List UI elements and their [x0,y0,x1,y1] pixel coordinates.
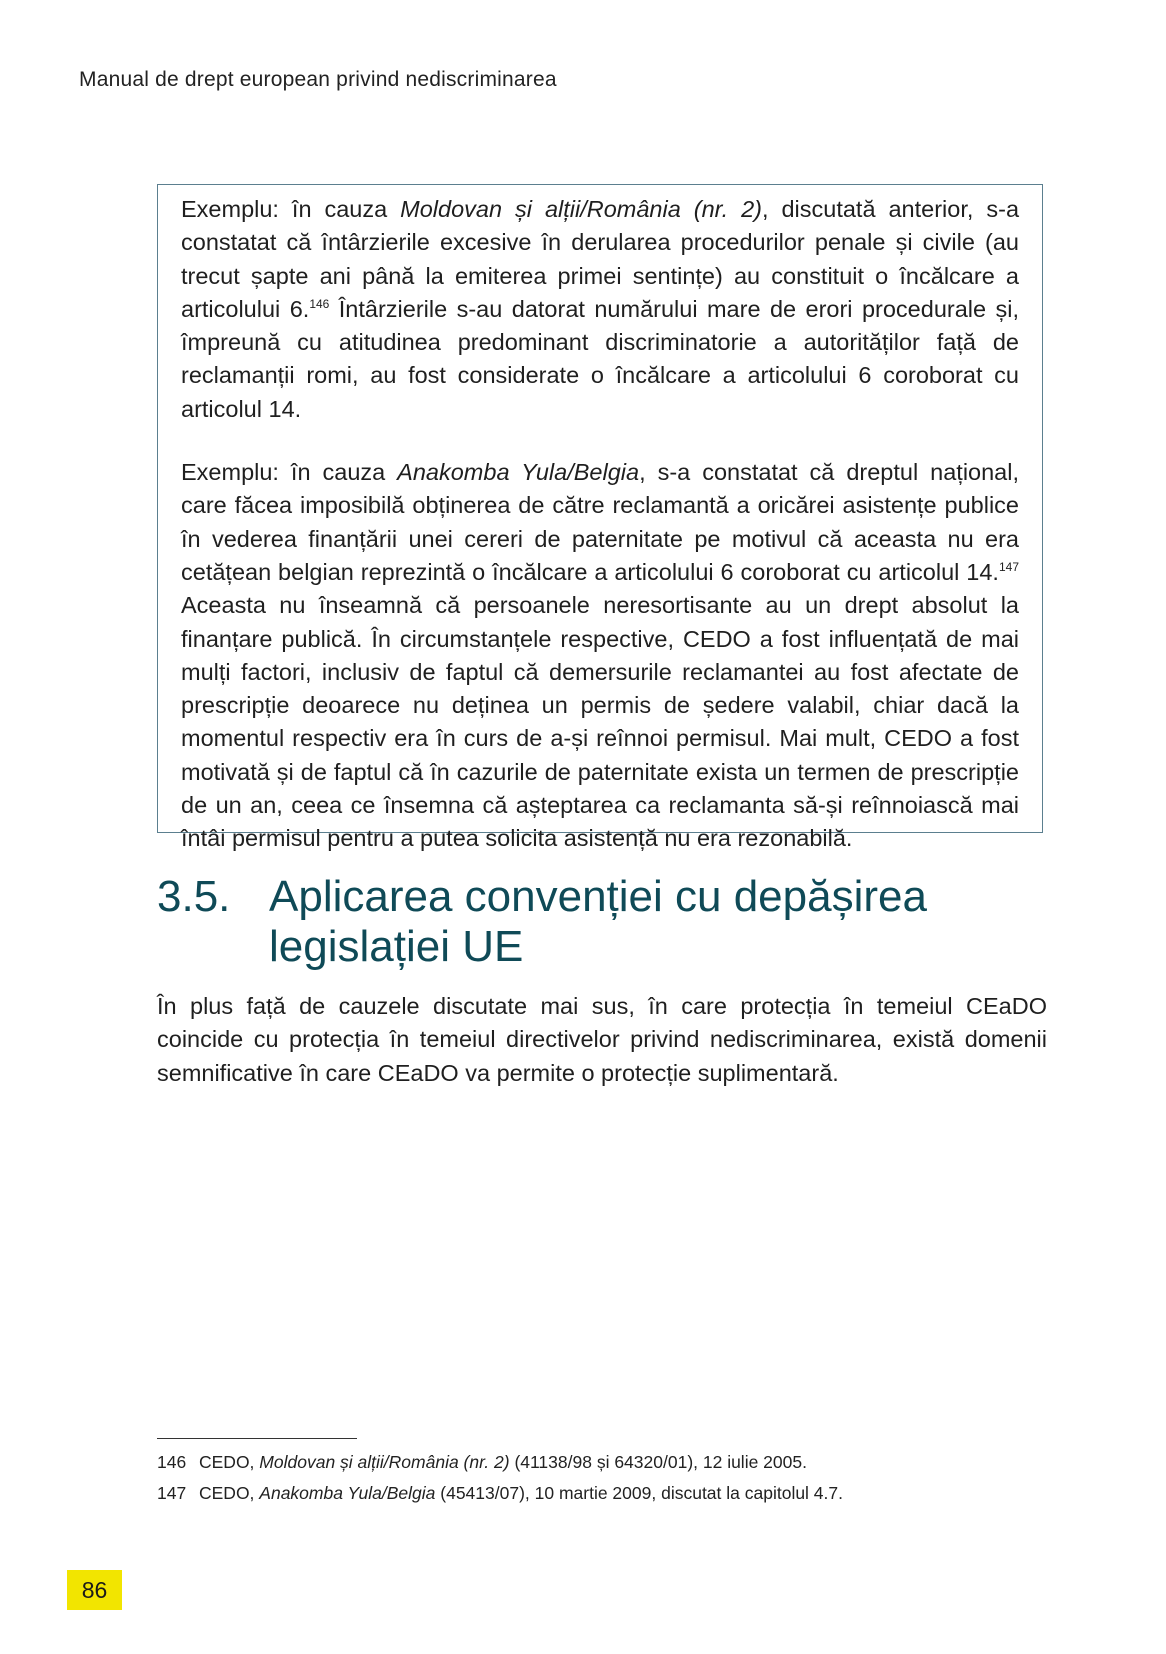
example-text: Aceasta nu înseamnă că persoanele neresortisante au un drept absolut la finanțare publică. În circumstanțele respective, CEDO a fost influențată de mai mulți factori, inclusiv de faptul că demersurile reclamantei au fost afectate de prescripție deoarece nu deținea un permis de ședere valabil, chiar dacă la momentul respectiv era în curs de a-și reînnoi permisul. Mai mult, CEDO a fost motivată și de faptul că în cazurile de paternitate exista un termen de prescripție de un an, ceea ce însemna că așteptarea ca reclamanta să-și reînnoiască mai întâi permisul pentru a putea solicita asistență nu era rezonabilă. [181,592,1019,852]
footnote-ref[interactable]: 146 [309,296,330,311]
section-title: Aplicarea convenției cu depășirea legislației UE [269,872,927,971]
footnote-147 [157,1482,843,1504]
footnote-number: 146 [157,1452,187,1472]
footnote-suffix: (45413/07), 10 martie 2009, discutat la capitolul 4.7. [435,1483,844,1503]
example-paragraph-moldovan [181,193,1019,426]
body-paragraph: În plus față de cauzele discutate mai sus, în care protecția în temeiul CEaDO coincide cu protecția în temeiul directivelor privind nediscriminarea, există domenii semnificative în care CEaDO va permite o protecție suplimentară. [157,993,1047,1086]
example-text: Întârzierile s-au datorat numărului mare de erori procedurale și, împreună cu atitudinea predominant discriminatorie a autorităților față de reclamanții romi, au fost considerate o încălcare a articolului 6 coroborat cu articolul 14. [181,295,1020,422]
example-text: , discutată anterior, s-a constatat că întârzierile excesive în derularea procedurilor penale și civile (au trecut șapte ani până la emiterea primei sentințe) au constituit o încălcare a articolului 6. [181,196,1020,322]
example-paragraph-anakomba [181,456,1019,856]
footnote-ref[interactable]: 147 [998,559,1019,574]
example-lead: Exemplu: în cauza [181,196,401,222]
footnote-case-name: Moldovan și alții/România (nr. 2) [259,1452,510,1472]
footnote-divider [157,1438,357,1439]
footnote-prefix: CEDO, [199,1483,260,1503]
footnote-number: 147 [157,1483,187,1503]
case-name: Anakomba Yula/Belgia [397,459,640,486]
footnote-146 [157,1451,807,1473]
example-text: , s-a constatat că dreptul național, care făcea imposibilă obținerea de către reclamantă a oricărei asistențe publice în vederea finanțării unei cereri de paternitate pe motivul că aceasta nu era cetățean belgian reprezintă o încălcare a articolului 6 coroborat cu articolul 14. [181,459,1019,585]
running-header: Manual de drept european privind nediscriminarea [79,68,557,91]
section-number: 3.5. [157,872,231,921]
footnote-suffix: (41138/98 și 64320/01), 12 iulie 2005. [509,1452,807,1472]
footnote-case-name: Anakomba Yula/Belgia [259,1483,436,1503]
footnote-prefix: CEDO, [199,1452,260,1472]
page-number: 86 [67,1570,122,1610]
example-lead: Exemplu: în cauza [181,459,398,486]
example-box [157,184,1043,852]
case-name: Moldovan și alții/România (nr. 2) [400,196,762,222]
